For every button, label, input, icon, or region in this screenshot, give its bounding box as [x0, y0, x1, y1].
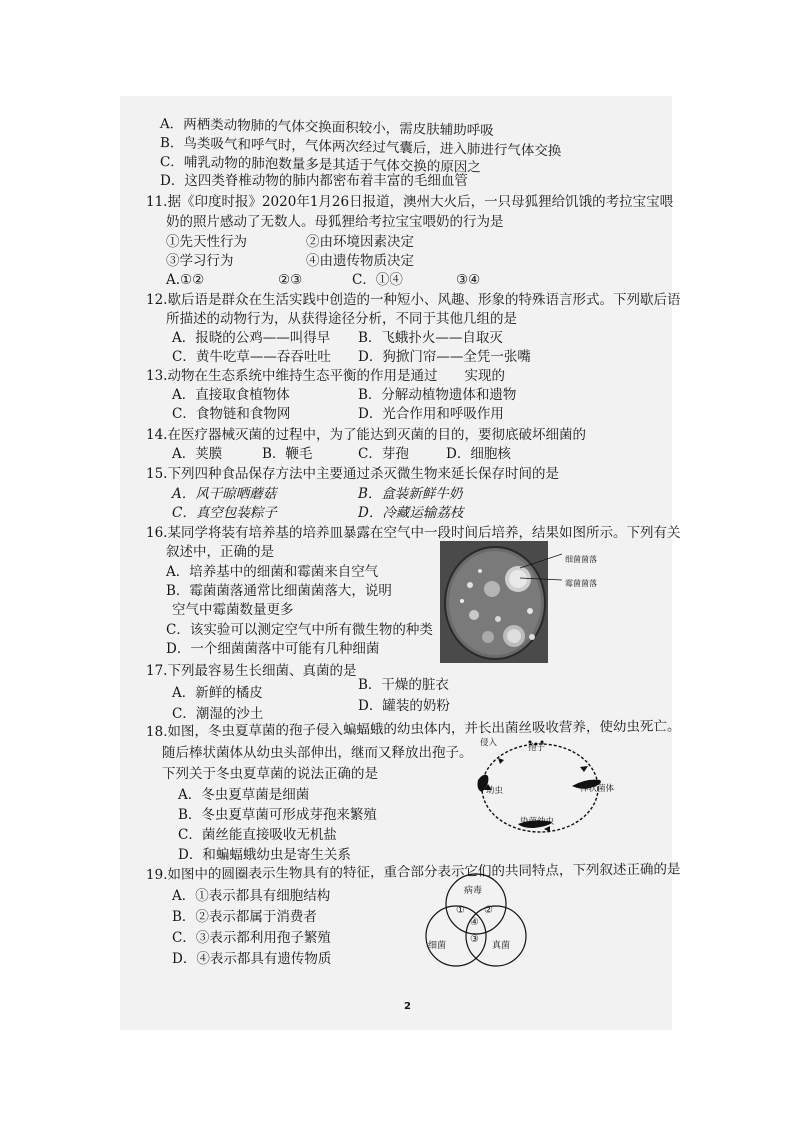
venn-region-1: ①: [456, 905, 465, 916]
q17-option-a: A．新鲜的橘皮: [172, 685, 263, 701]
q12-option-c: C．黄牛吃草——吞吞吐吐: [172, 349, 331, 365]
q11-option-d: ③④: [456, 272, 481, 288]
q17-stem: 17.下列最容易生长细菌、真菌的是: [146, 663, 357, 679]
q15-option-d: D．冷藏运输荔枝: [358, 505, 464, 521]
q18-stem-line2: 随后棒状菌体从幼虫头部伸出，继而又释放出孢子。: [162, 745, 473, 761]
q18-option-b: B．冬虫夏草菌可形成芽孢来繁殖: [178, 807, 377, 823]
q15-option-b: B．盒装新鲜牛奶: [358, 486, 463, 502]
q18-option-c: C．菌丝能直接吸收无机盐: [178, 827, 337, 843]
q11-stem-line1: 11.据《印度时报》2020年1月26日报道，澳州大火后，一只母狐狸给饥饿的考拉宝宝喂: [146, 194, 674, 210]
q13-option-b: B．分解动植物遗体和遗物: [358, 387, 517, 403]
label-stalk: 棒状菌体: [580, 784, 615, 794]
q16-stem-line2: 叙述中，正确的是: [166, 544, 274, 560]
label-bacteria-colony: 细菌菌落: [565, 555, 597, 564]
venn-region-2: ②: [484, 905, 493, 916]
label-larva: 幼虫: [486, 786, 504, 796]
q14-option-c: C．芽孢: [358, 446, 409, 462]
q10-option-b: B．鸟类吸气和呼气时，气体两次经过气囊后，进入肺进行气体交换: [159, 135, 562, 160]
q10-option-a: A．两栖类动物肺的气体交换面积较小，需皮肤辅助呼吸: [159, 116, 494, 139]
q19-option-d: D．④表示都具有遗传物质: [172, 951, 332, 967]
q18-stem-line3: 下列关于冬虫夏草菌的说法正确的是: [162, 766, 378, 782]
q15-option-c: C．真空包装粽子: [172, 505, 277, 521]
venn-region-4: ④: [470, 917, 479, 928]
q14-option-b: B．鞭毛: [262, 446, 313, 462]
q16-stem-line1: 16.某同学将装有培养基的培养皿暴露在空气中一段时间后培养，结果如图所示。下列有关: [146, 525, 681, 541]
q19-stem: 19.如图中的圆圈表示生物具有的特征，重合部分表示它们的共同特点，下列叙述正确的是: [145, 861, 681, 883]
q10-option-c: C．哺乳动物的肺泡数量多是其适于气体交换的原因之: [159, 154, 481, 176]
q19-option-b: B．②表示都属于消费者: [172, 909, 317, 925]
q12-option-a: A．报晓的公鸡——叫得早: [172, 330, 331, 346]
venn-label-fungi: 真菌: [492, 941, 511, 951]
q11-option-b: ②③: [278, 272, 303, 288]
q13-stem: 13.动物在生态系统中维持生态平衡的作用是通过 实现的: [146, 368, 505, 384]
q15-stem: 15.下列四种食品保存方法中主要通过杀灭微生物来延长保存时间的是: [146, 466, 559, 482]
q19-option-c: C．③表示都利用孢子繁殖: [172, 930, 331, 946]
q18-option-d: D．和蝙蝠蛾幼虫是寄生关系: [178, 847, 351, 863]
q18-stem-line1: 18.如图，冬虫夏草菌的孢子侵入蝙蝠蛾的幼虫体内，并长出菌丝吸收营养，使幼虫死亡。: [145, 718, 681, 740]
q12-option-b: B．飞蛾扑火——自取灭: [358, 330, 503, 346]
label-infected-larva: 染菌幼虫: [520, 817, 555, 827]
q11-option-a: A.①②: [166, 272, 205, 288]
venn-label-virus: 病毒: [464, 886, 483, 896]
q15-option-a: A．风干晾晒蘑菇: [172, 486, 277, 502]
label-mold-colony: 霉菌菌落: [565, 579, 597, 588]
q19-option-a: A．①表示都具有细胞结构: [172, 888, 331, 904]
q18-option-a: A．冬虫夏草菌是细菌: [178, 787, 310, 803]
q13-option-c: C．食物链和食物网: [172, 406, 291, 422]
q16-option-c: C．该实验可以测定空气中所有微生物的种类: [166, 622, 433, 638]
q12-option-d: D．狗掀门帘——全凭一张嘴: [358, 349, 531, 365]
q11-item-2: ②由环境因素决定: [306, 234, 414, 250]
petri-dish-leader-lines: [520, 548, 562, 588]
q16-option-d: D．一个细菌菌落中可能有几种细菌: [166, 641, 380, 657]
q14-option-a: A．荚膜: [172, 446, 223, 462]
venn-label-bacteria: 细菌: [428, 941, 447, 951]
venn-region-3: ③: [470, 934, 479, 945]
q16-option-b-line2: 空气中霉菌数量更多: [172, 602, 294, 618]
q11-item-4: ④由遗传物质决定: [306, 253, 414, 269]
label-invade: 侵入: [480, 738, 498, 748]
q11-option-c: C．①④: [352, 272, 403, 288]
q16-option-b-line1: B．霉菌菌落通常比细菌菌落大，说明: [166, 583, 392, 599]
q11-stem-line2: 奶的照片感动了无数人。母狐狸给考拉宝宝喂奶的行为是: [166, 214, 504, 230]
q13-option-d: D．光合作用和呼吸作用: [358, 406, 504, 422]
q11-item-1: ①先天性行为: [166, 234, 247, 250]
q14-option-d: D．细胞核: [446, 446, 511, 462]
q11-item-3: ③学习行为: [166, 253, 234, 269]
page-number: 2: [404, 1001, 411, 1012]
q16-option-a: A．培养基中的细菌和霉菌来自空气: [166, 564, 379, 580]
q14-stem: 14.在医疗器械灭菌的过程中，为了能达到灭菌的目的，要彻底破坏细菌的: [146, 427, 586, 443]
q17-option-b: B．干燥的脏衣: [358, 677, 449, 693]
q17-option-d: D．罐装的奶粉: [358, 698, 450, 714]
label-spore: 孢子: [528, 743, 546, 753]
q13-option-a: A．直接取食植物体: [172, 387, 290, 403]
q12-stem-line1: 12.歇后语是群众在生活实践中创造的一种短小、风趣、形象的特殊语言形式。下列歇后语: [146, 292, 681, 308]
q10-option-d: D．这四类脊椎动物的肺内都密布着丰富的毛细血管: [160, 173, 468, 189]
q17-option-c: C．潮湿的沙土: [172, 706, 264, 722]
q12-stem-line2: 所描述的动物行为，从获得途径分析，不同于其他几组的是: [166, 311, 517, 327]
